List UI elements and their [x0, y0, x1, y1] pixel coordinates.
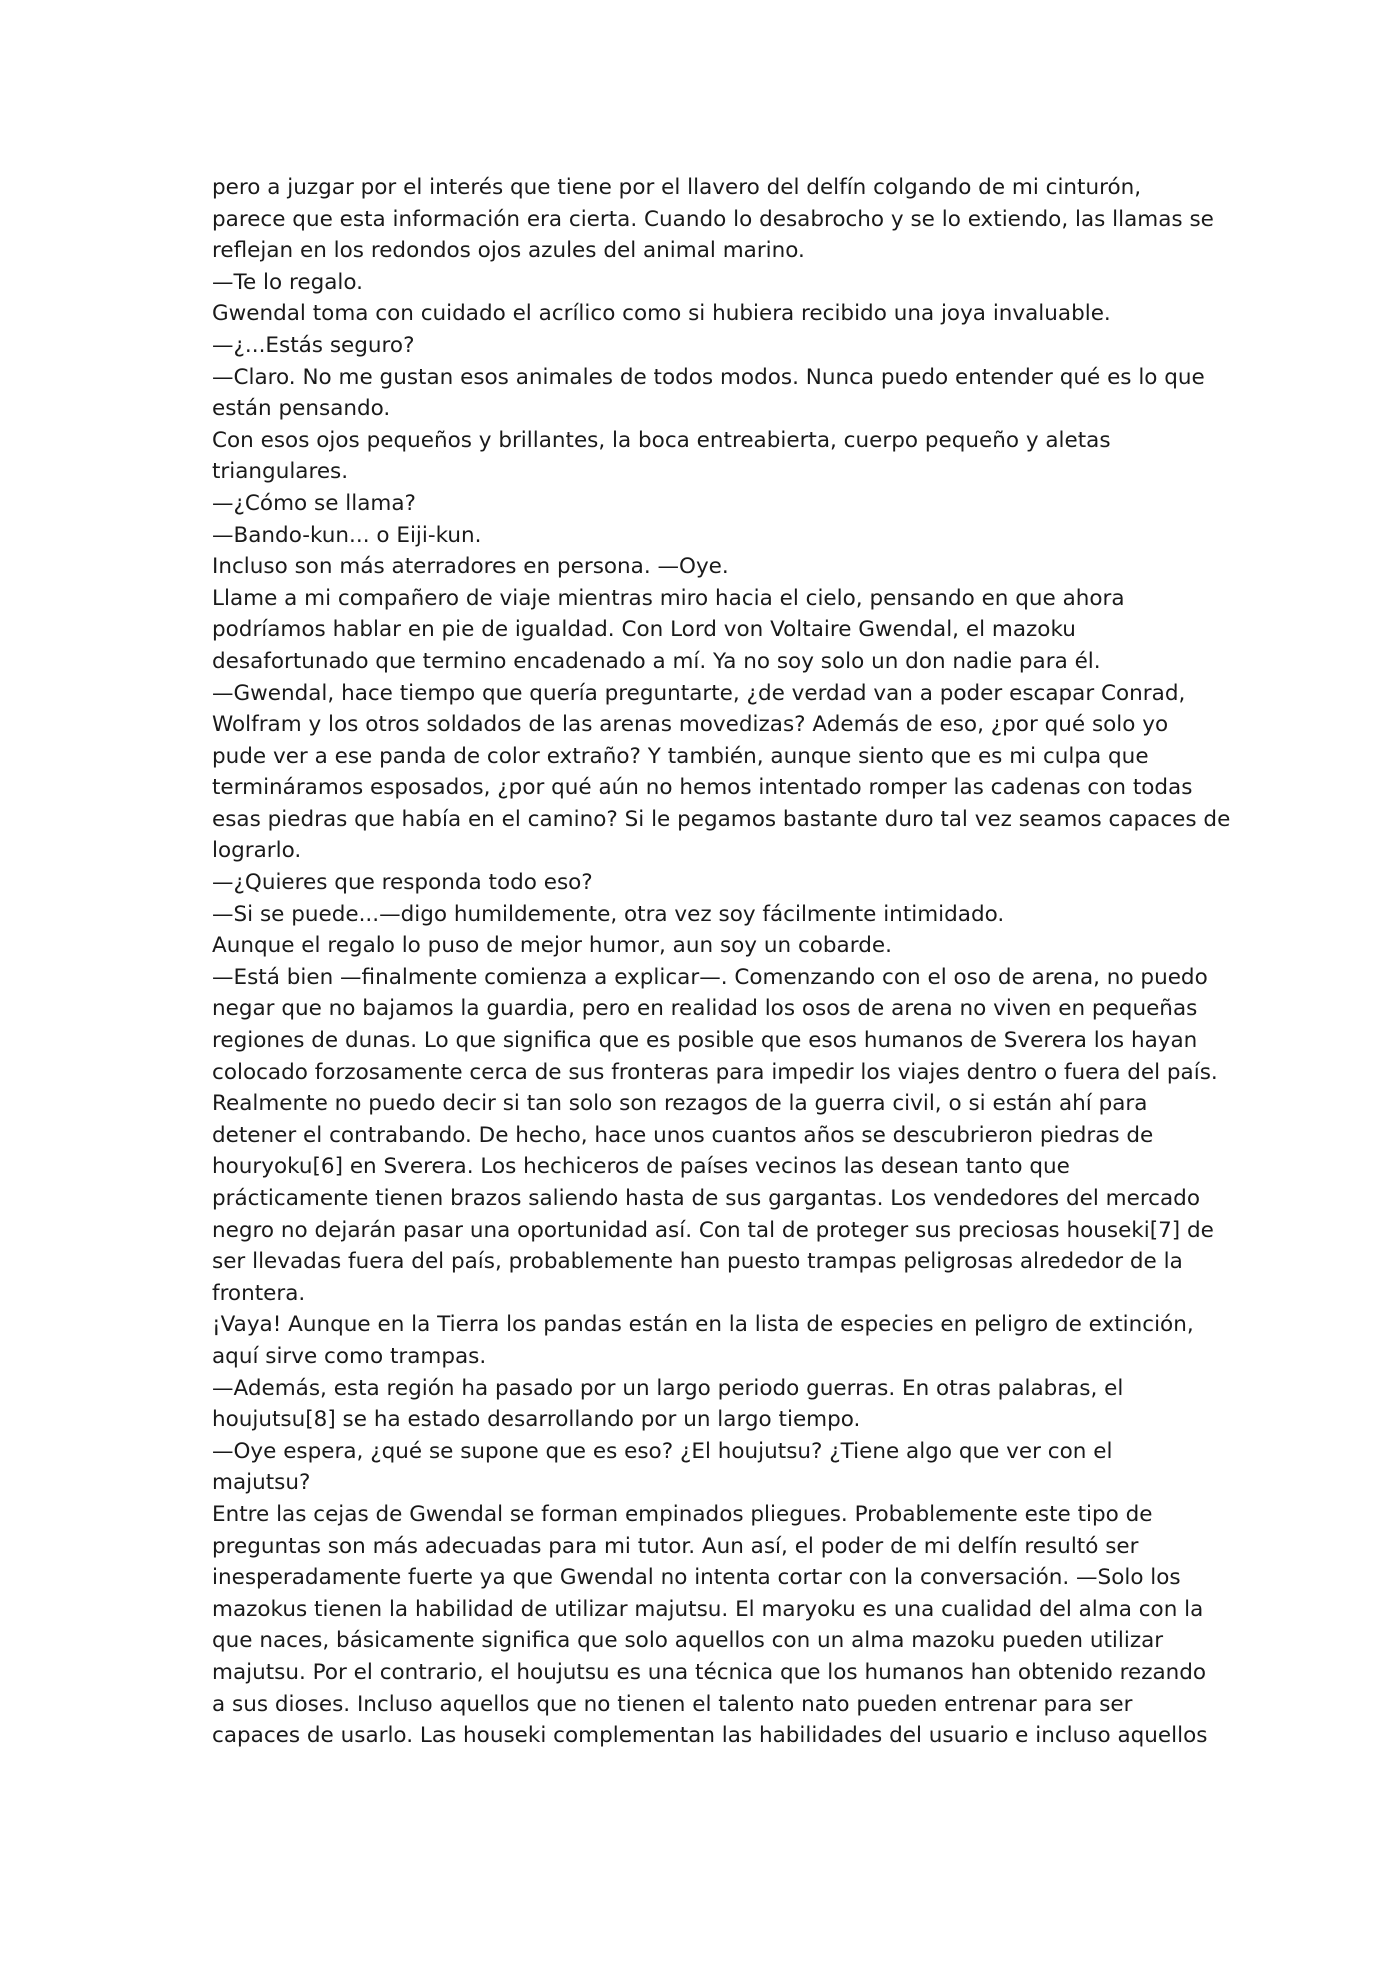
text-line: —¿Cómo se llama? [212, 490, 416, 516]
text-line: a sus dioses. Incluso aquellos que no tienen el talento nato pueden entrenar para ser [212, 1691, 1133, 1717]
text-line: —Oye espera, ¿qué se supone que es eso? ¿El houjutsu? ¿Tiene algo que ver con el [212, 1438, 1113, 1464]
text-line: capaces de usarlo. Las houseki complementan las habilidades del usuario e incluso aquellos [212, 1723, 1208, 1749]
text-line: preguntas son más adecuadas para mi tutor. Aun así, el poder de mi delfín resultó ser [212, 1533, 1139, 1559]
text-line: majutsu? [212, 1470, 311, 1496]
text-line: —Si se puede...—digo humildemente, otra vez soy fácilmente intimidado. [212, 901, 1005, 927]
text-line: detener el contrabando. De hecho, hace unos cuantos años se descubrieron piedras de [212, 1122, 1154, 1148]
text-line: —Claro. No me gustan esos animales de todos modos. Nunca puedo entender qué es lo que [212, 364, 1205, 390]
text-line: termináramos esposados, ¿por qué aún no hemos intentado romper las cadenas con todas [212, 775, 1193, 801]
text-line: inesperadamente fuerte ya que Gwendal no intenta cortar con la conversación. —Solo los [212, 1565, 1181, 1591]
text-line: desafortunado que termino encadenado a mí. Ya no soy solo un don nadie para él. [212, 648, 1101, 674]
text-line: —Está bien —finalmente comienza a explicar—. Comenzando con el oso de arena, no puedo [212, 964, 1208, 990]
text-line: Incluso son más aterradores en persona. —Oye. [212, 554, 729, 580]
text-line: houjutsu[8] se ha estado desarrollando por un largo tiempo. [212, 1407, 861, 1433]
text-line: —Además, esta región ha pasado por un largo periodo guerras. En otras palabras, el [212, 1375, 1124, 1401]
text-line: —Te lo regalo. [212, 269, 364, 295]
text-line: —¿...Estás seguro? [212, 332, 415, 358]
text-line: reflejan en los redondos ojos azules del animal marino. [212, 238, 805, 264]
text-line: pero a juzgar por el interés que tiene por el llavero del delfín colgando de mi cinturón, [212, 175, 1142, 200]
text-line: lograrlo. [212, 838, 302, 864]
text-line: Entre las cejas de Gwendal se forman empinados pliegues. Probablemente este tipo de [212, 1501, 1153, 1527]
text-line: que naces, básicamente significa que solo aquellos con un alma mazoku pueden utilizar [212, 1628, 1164, 1654]
text-line: podríamos hablar en pie de igualdad. Con Lord von Voltaire Gwendal, el mazoku [212, 617, 1076, 643]
text-line: aquí sirve como trampas. [212, 1343, 487, 1369]
text-line: Aunque el regalo lo puso de mejor humor, aun soy un cobarde. [212, 933, 892, 959]
text-line: negro no dejarán pasar una oportunidad así. Con tal de proteger sus preciosas houseki[7] de [212, 1217, 1214, 1243]
text-line: colocado forzosamente cerca de sus fronteras para impedir los viajes dentro o fuera del país. [212, 1059, 1218, 1085]
text-line: ser llevadas fuera del país, probablemente han puesto trampas peligrosas alrededor de la [212, 1249, 1183, 1275]
text-line: Gwendal toma con cuidado el acrílico como si hubiera recibido una joya invaluable. [212, 301, 1111, 327]
text-line: frontera. [212, 1280, 306, 1306]
body-text [212, 172, 1231, 1752]
text-line: están pensando. [212, 396, 391, 422]
text-line: houryoku[6] en Sverera. Los hechiceros de países vecinos las desean tanto que [212, 1154, 1070, 1180]
text-line: Llame a mi compañero de viaje mientras miro hacia el cielo, pensando en que ahora [212, 585, 1125, 611]
text-line: negar que no bajamos la guardia, pero en realidad los osos de arena no viven en pequeñas [212, 996, 1198, 1022]
text-line: esas piedras que había en el camino? Si le pegamos bastante duro tal vez seamos capaces de [212, 806, 1231, 832]
text-line: prácticamente tienen brazos saliendo hasta de sus gargantas. Los vendedores del mercado [212, 1186, 1200, 1211]
text-line: Wolfram y los otros soldados de las arenas movedizas? Además de eso, ¿por qué solo yo [212, 712, 1169, 738]
text-line: Realmente no puedo decir si tan solo son rezagos de la guerra civil, o si están ahí para [212, 1091, 1148, 1117]
text-line: majutsu. Por el contrario, el houjutsu es una técnica que los humanos han obtenido rezando [212, 1659, 1207, 1685]
text-line: triangulares. [212, 459, 349, 485]
text-line: parece que esta información era cierta. Cuando lo desabrocho y se lo extiendo, las llamas se [212, 206, 1214, 232]
text-line: regiones de dunas. Lo que significa que es posible que esos humanos de Sverera los hayan [212, 1028, 1198, 1054]
text-line: —Bando-kun... o Eiji-kun. [212, 522, 482, 548]
text-line: pude ver a ese panda de color extraño? Y también, aunque siento que es mi culpa que [212, 743, 1149, 769]
text-line: —¿Quieres que responda todo eso? [212, 870, 593, 896]
text-line: ¡Vaya! Aunque en la Tierra los pandas están en la lista de especies en peligro de extinción, [212, 1312, 1194, 1338]
text-line: —Gwendal, hace tiempo que quería preguntarte, ¿de verdad van a poder escapar Conrad, [212, 680, 1186, 706]
text-line: Con esos ojos pequeños y brillantes, la boca entreabierta, cuerpo pequeño y aletas [212, 427, 1111, 453]
text-line: mazokus tienen la habilidad de utilizar majutsu. El maryoku es una cualidad del alma con la [212, 1596, 1204, 1622]
